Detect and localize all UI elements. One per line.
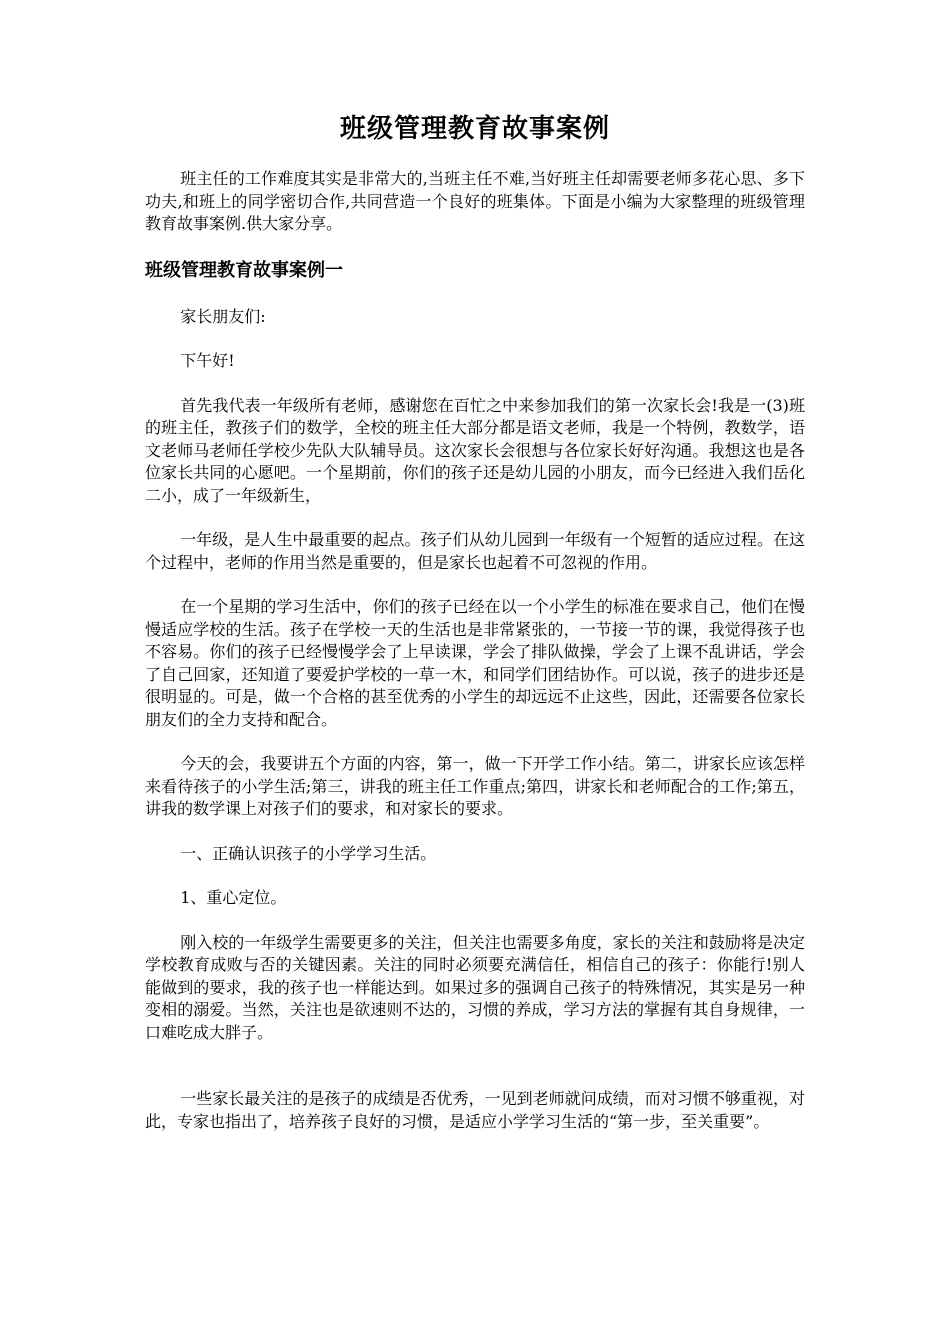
- greeting-paragraph: 家长朋友们:: [180, 306, 266, 326]
- body-paragraph: 在一个星期的学习生活中，你们的孩子已经在以一个小学生的标准在要求自己，他们在慢慢适应学校的生活。孩子在学校一天的生活也是非常紧张的，一节接一节的课，我觉得孩子也不容易。你们的孩子已经慢慢学会了上早读课，学会了排队做操，学会了上课不乱讲话，学会了自己回家，还知道了要爱护学校的一草一木，和同学们团结协作。可以说，孩子的进步还是很明显的。可是，做一个合格的甚至优秀的小学生的却远远不止这些，因此，还需要各位家长朋友们的全力支持和配合。: [145, 597, 805, 729]
- body-paragraph: 今天的会，我要讲五个方面的内容，第一，做一下开学工作小结。第二，讲家长应该怎样来看待孩子的小学生活;第三，讲我的班主任工作重点;第四，讲家长和老师配合的工作;第五，讲我的数学课上对孩子们的要求，和对家长的要求。: [145, 754, 805, 818]
- body-paragraph: 一年级，是人生中最重要的起点。孩子们从幼儿园到一年级有一个短暂的适应过程。在这个过程中，老师的作用当然是重要的，但是家长也起着不可忽视的作用。: [145, 530, 805, 572]
- document-title: 班级管理教育故事案例: [339, 114, 610, 144]
- body-paragraph: 首先我代表一年级所有老师，感谢您在百忙之中来参加我们的第一次家长会!我是一(3)班的班主任，教孩子们的数学，全校的班主任大部分都是语文老师，我是一个特例，教数学，语文老师马老师任学校少先队大队辅导员。这次家长会很想与各位家长好好沟通。我想这也是各位家长共同的心愿吧。一个星期前，你们的孩子还是幼儿园的小朋友，而今已经进入我们岳化二小，成了一年级新生，: [145, 395, 805, 505]
- section-heading: 班级管理教育故事案例一: [145, 259, 343, 281]
- subsection-heading: 1、重心定位。: [180, 888, 287, 907]
- document-page: [145, 112, 805, 1155]
- salutation-paragraph: 下午好!: [180, 351, 235, 370]
- intro-paragraph: 班主任的工作难度其实是非常大的,当班主任不难,当好班主任却需要老师多花心思、多下功夫,和班上的同学密切合作,共同营造一个良好的班集体。下面是小编为大家整理的班级管理教育故事案例.供大家分享。: [145, 169, 805, 233]
- body-paragraph: 一些家长最关注的是孩子的成绩是否优秀，一见到老师就问成绩，而对习惯不够重视，对此，专家也指出了，培养孩子良好的习惯，是适应小学学习生活的“第一步，至关重要”。: [145, 1089, 805, 1131]
- subsection-heading: 一、正确认识孩子的小学学习生活。: [180, 843, 437, 863]
- body-paragraph: 刚入校的一年级学生需要更多的关注，但关注也需要多角度，家长的关注和鼓励将是决定学校教育成败与否的关键因素。关注的同时必须要充满信任，相信自己的孩子：你能行!别人能做到的要求，我的孩子也一样能达到。如果过多的强调自己孩子的特殊情况，其实是另一种变相的溺爱。当然，关注也是欲速则不达的，习惯的养成，学习方法的掌握有其自身规律，一口难吃成大胖子。: [145, 932, 805, 1042]
